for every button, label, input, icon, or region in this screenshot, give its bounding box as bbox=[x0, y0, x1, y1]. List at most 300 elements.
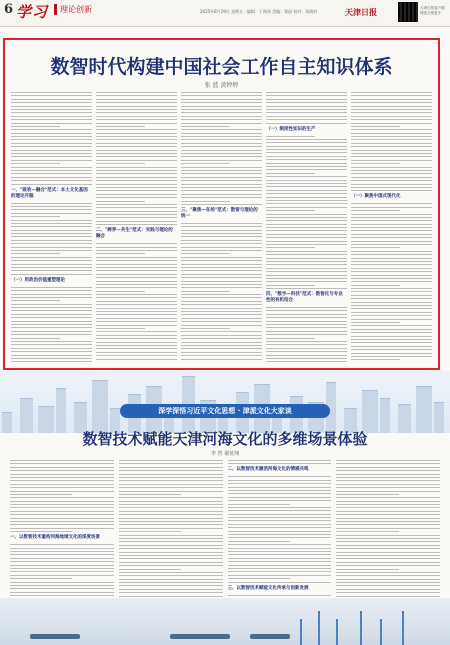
text-line bbox=[266, 112, 347, 113]
text-line bbox=[351, 258, 432, 259]
text-line bbox=[181, 139, 262, 140]
article-column bbox=[351, 92, 432, 362]
text-line bbox=[351, 123, 432, 124]
text-line bbox=[266, 190, 347, 191]
text-line bbox=[10, 561, 114, 562]
text-line bbox=[266, 348, 347, 349]
text-line bbox=[336, 514, 440, 515]
text-line bbox=[181, 194, 262, 195]
text-line bbox=[11, 327, 92, 328]
text-line bbox=[119, 579, 223, 580]
text-line bbox=[10, 501, 114, 502]
text-line bbox=[11, 143, 92, 144]
text-line bbox=[336, 521, 440, 522]
text-line bbox=[10, 582, 114, 583]
text-line bbox=[266, 285, 315, 286]
text-line bbox=[96, 221, 177, 222]
text-line bbox=[96, 247, 177, 248]
text-line bbox=[10, 578, 72, 579]
text-line bbox=[351, 291, 432, 292]
article-column bbox=[228, 460, 332, 600]
article-subhead: 二、"跨界—共生"范式：实践与理论的融合 bbox=[96, 228, 173, 240]
text-line bbox=[11, 348, 92, 349]
text-line bbox=[181, 204, 262, 205]
ship-shape bbox=[30, 634, 80, 639]
text-line bbox=[336, 504, 440, 505]
text-line bbox=[10, 595, 114, 596]
text-line bbox=[351, 217, 432, 218]
text-line bbox=[119, 494, 181, 495]
text-line bbox=[96, 106, 177, 107]
text-line bbox=[96, 126, 145, 127]
text-line bbox=[11, 173, 92, 174]
text-line bbox=[266, 203, 347, 204]
text-line bbox=[119, 585, 223, 586]
text-line bbox=[181, 308, 262, 309]
text-line bbox=[119, 491, 223, 492]
text-line bbox=[336, 480, 440, 481]
text-line bbox=[228, 463, 332, 464]
text-line bbox=[119, 572, 223, 573]
text-line bbox=[11, 116, 92, 117]
article-title-2: 数智技术赋能天津河海文化的多维场景体验 bbox=[82, 430, 368, 448]
text-line bbox=[11, 226, 92, 227]
text-line bbox=[266, 173, 315, 174]
text-line bbox=[119, 480, 223, 481]
text-line bbox=[351, 220, 432, 221]
text-line bbox=[351, 109, 432, 110]
text-line bbox=[266, 156, 347, 157]
text-line bbox=[10, 565, 114, 566]
text-line bbox=[96, 328, 145, 329]
text-line bbox=[96, 321, 177, 322]
text-line bbox=[11, 236, 92, 237]
article-subhead: 三、"聚焦—在场"范式：数智与理论的统一 bbox=[181, 207, 258, 219]
text-line bbox=[266, 159, 347, 160]
text-line bbox=[228, 554, 332, 555]
text-line bbox=[119, 538, 223, 539]
text-line bbox=[96, 335, 177, 336]
text-line bbox=[266, 281, 347, 282]
text-line bbox=[119, 555, 223, 556]
text-line bbox=[336, 511, 440, 512]
text-line bbox=[10, 487, 114, 488]
text-line bbox=[96, 297, 177, 298]
text-line bbox=[11, 203, 92, 204]
text-line bbox=[266, 237, 347, 238]
text-line bbox=[181, 352, 262, 353]
section-label: 理论创新 bbox=[54, 4, 92, 15]
text-line bbox=[181, 281, 262, 282]
text-line bbox=[96, 318, 177, 319]
article-2-columns bbox=[10, 460, 440, 600]
text-line bbox=[11, 106, 92, 107]
text-line bbox=[351, 325, 432, 326]
text-line bbox=[96, 194, 177, 195]
text-line bbox=[351, 356, 432, 357]
text-line bbox=[11, 156, 92, 157]
text-line bbox=[336, 541, 440, 542]
text-line bbox=[11, 270, 92, 271]
text-line bbox=[266, 176, 347, 177]
text-line bbox=[228, 531, 332, 532]
text-line bbox=[181, 294, 262, 295]
text-line bbox=[96, 281, 177, 282]
text-line bbox=[119, 558, 223, 559]
text-line bbox=[10, 521, 114, 522]
text-line bbox=[96, 355, 177, 356]
building-shape bbox=[416, 386, 432, 433]
text-line bbox=[11, 209, 92, 210]
text-line bbox=[336, 596, 440, 597]
text-line bbox=[96, 170, 177, 171]
text-line bbox=[336, 487, 440, 488]
text-line bbox=[11, 136, 92, 137]
text-line bbox=[181, 112, 262, 113]
text-line bbox=[11, 307, 92, 308]
text-line bbox=[266, 271, 347, 272]
text-line bbox=[96, 143, 177, 144]
text-line bbox=[96, 257, 177, 258]
text-line bbox=[119, 477, 223, 478]
text-line bbox=[266, 166, 347, 167]
text-line bbox=[119, 460, 223, 461]
text-line bbox=[228, 541, 290, 542]
text-line bbox=[96, 287, 177, 288]
text-line bbox=[351, 261, 432, 262]
article-column bbox=[336, 460, 440, 600]
text-line bbox=[96, 102, 177, 103]
text-line bbox=[11, 109, 92, 110]
text-line bbox=[266, 116, 347, 117]
text-line bbox=[351, 271, 432, 272]
text-line bbox=[11, 321, 92, 322]
text-line bbox=[10, 480, 114, 481]
text-line bbox=[10, 588, 114, 589]
text-line bbox=[96, 109, 177, 110]
text-line bbox=[10, 491, 114, 492]
text-line bbox=[96, 331, 177, 332]
text-line bbox=[336, 518, 440, 519]
text-line bbox=[228, 561, 332, 562]
text-line bbox=[181, 301, 262, 302]
text-line bbox=[119, 501, 223, 502]
text-line bbox=[181, 133, 262, 134]
text-line bbox=[11, 361, 92, 362]
text-line bbox=[119, 507, 223, 508]
text-line bbox=[96, 204, 177, 205]
text-line bbox=[336, 592, 440, 593]
text-line bbox=[10, 551, 114, 552]
text-line bbox=[181, 163, 230, 164]
text-line bbox=[119, 548, 223, 549]
text-line bbox=[336, 477, 440, 478]
text-line bbox=[266, 341, 347, 342]
text-line bbox=[351, 237, 432, 238]
text-line bbox=[266, 361, 347, 362]
text-line bbox=[11, 338, 60, 339]
text-line bbox=[181, 116, 262, 117]
text-line bbox=[351, 322, 400, 323]
text-line bbox=[351, 156, 432, 157]
article-highlight-box[interactable] bbox=[3, 38, 440, 370]
text-line bbox=[336, 501, 440, 502]
text-line bbox=[351, 129, 432, 130]
text-line bbox=[96, 116, 177, 117]
text-line bbox=[96, 301, 177, 302]
text-line bbox=[181, 250, 262, 251]
text-line bbox=[351, 359, 400, 360]
article-column bbox=[96, 92, 177, 362]
text-line bbox=[96, 173, 177, 174]
text-line bbox=[10, 497, 114, 498]
text-line bbox=[351, 230, 432, 231]
text-line bbox=[96, 133, 177, 134]
text-line bbox=[351, 177, 432, 178]
text-line bbox=[11, 160, 92, 161]
text-line bbox=[351, 163, 400, 164]
text-line bbox=[119, 504, 223, 505]
text-line bbox=[181, 126, 230, 127]
text-line bbox=[181, 318, 262, 319]
text-line bbox=[351, 278, 432, 279]
text-line bbox=[266, 99, 347, 100]
text-line bbox=[181, 123, 262, 124]
text-line bbox=[351, 268, 432, 269]
text-line bbox=[266, 106, 347, 107]
text-line bbox=[96, 342, 177, 343]
text-line bbox=[266, 275, 347, 276]
text-line bbox=[11, 260, 92, 261]
text-line bbox=[96, 197, 177, 198]
text-line bbox=[11, 177, 92, 178]
text-line bbox=[96, 139, 177, 140]
text-line bbox=[10, 494, 72, 495]
article-subhead: 三、以数智技术赋能文化传承与创新发展 bbox=[227, 585, 309, 591]
text-line bbox=[266, 307, 347, 308]
crane-shape bbox=[402, 611, 404, 645]
text-line bbox=[11, 358, 92, 359]
text-line bbox=[336, 535, 440, 536]
text-line bbox=[336, 507, 440, 508]
text-line bbox=[11, 243, 92, 244]
text-line bbox=[351, 353, 432, 354]
text-line bbox=[181, 102, 262, 103]
text-line bbox=[228, 578, 290, 579]
text-line bbox=[228, 571, 332, 572]
text-line bbox=[11, 139, 92, 140]
text-line bbox=[181, 201, 230, 202]
qr-code-icon[interactable] bbox=[398, 2, 418, 22]
text-line bbox=[266, 317, 347, 318]
text-line bbox=[119, 582, 223, 583]
text-line bbox=[266, 220, 347, 221]
text-line bbox=[96, 184, 177, 185]
text-line bbox=[96, 359, 177, 360]
text-line bbox=[181, 184, 262, 185]
article-subhead: （一）用政治价值重塑理论 bbox=[11, 277, 65, 283]
text-line bbox=[181, 109, 262, 110]
text-line bbox=[228, 500, 332, 501]
crane-shape bbox=[300, 619, 302, 645]
article-subhead: （一）聚焦中国式现代化 bbox=[351, 194, 401, 200]
text-line bbox=[181, 264, 262, 265]
text-line bbox=[351, 160, 432, 161]
text-line bbox=[96, 160, 177, 161]
text-line bbox=[351, 224, 432, 225]
article-columns bbox=[11, 92, 432, 362]
text-line bbox=[96, 156, 177, 157]
text-line bbox=[266, 207, 347, 208]
text-line bbox=[351, 308, 432, 309]
text-line bbox=[96, 294, 177, 295]
text-line bbox=[11, 95, 92, 96]
text-line bbox=[266, 324, 347, 325]
text-line bbox=[266, 169, 347, 170]
text-line bbox=[181, 345, 262, 346]
text-line bbox=[228, 493, 332, 494]
text-line bbox=[96, 112, 177, 113]
text-line bbox=[181, 257, 262, 258]
text-line bbox=[181, 240, 262, 241]
text-line bbox=[10, 528, 114, 529]
text-line bbox=[336, 558, 440, 559]
harbor-illustration bbox=[0, 598, 450, 645]
text-line bbox=[119, 511, 223, 512]
text-line bbox=[336, 552, 440, 553]
text-line bbox=[11, 223, 92, 224]
text-line bbox=[336, 562, 440, 563]
text-line bbox=[266, 344, 347, 345]
text-line bbox=[351, 227, 432, 228]
text-line bbox=[266, 186, 347, 187]
text-line bbox=[181, 311, 262, 312]
text-line bbox=[10, 474, 114, 475]
text-line bbox=[96, 92, 177, 93]
text-line bbox=[181, 197, 262, 198]
text-line bbox=[266, 334, 347, 335]
text-line bbox=[228, 527, 332, 528]
text-line bbox=[336, 582, 440, 583]
crane-shape bbox=[336, 619, 338, 645]
text-line bbox=[96, 201, 145, 202]
text-line bbox=[96, 163, 145, 164]
text-line bbox=[96, 284, 177, 285]
text-line bbox=[266, 136, 315, 137]
text-line bbox=[266, 314, 347, 315]
text-line bbox=[11, 220, 92, 221]
text-line bbox=[266, 217, 347, 218]
text-line bbox=[181, 173, 262, 174]
text-line bbox=[11, 290, 92, 291]
text-line bbox=[351, 102, 432, 103]
text-line bbox=[96, 253, 145, 254]
text-line bbox=[96, 214, 177, 215]
text-line bbox=[228, 568, 332, 569]
text-line bbox=[181, 136, 262, 137]
text-line bbox=[96, 274, 177, 275]
text-line bbox=[11, 355, 92, 356]
text-line bbox=[11, 153, 92, 154]
text-line bbox=[96, 177, 177, 178]
text-line bbox=[181, 146, 262, 147]
text-line bbox=[10, 504, 114, 505]
text-line bbox=[351, 190, 432, 191]
text-line bbox=[181, 247, 262, 248]
text-line bbox=[351, 329, 432, 330]
text-line bbox=[10, 511, 114, 512]
text-line bbox=[96, 99, 177, 100]
text-line bbox=[266, 321, 347, 322]
article-subhead: 四、"数字—科技"范式：数智化与专业性的有机结合 bbox=[266, 292, 343, 304]
text-line bbox=[351, 241, 432, 242]
text-line bbox=[10, 558, 114, 559]
text-line bbox=[11, 213, 92, 214]
text-line bbox=[228, 520, 332, 521]
text-line bbox=[11, 287, 92, 288]
text-line bbox=[181, 143, 262, 144]
text-line bbox=[96, 129, 177, 130]
text-line bbox=[11, 247, 92, 248]
text-line bbox=[11, 294, 92, 295]
text-line bbox=[228, 595, 332, 596]
text-line bbox=[266, 197, 347, 198]
text-line bbox=[11, 331, 92, 332]
text-line bbox=[351, 143, 432, 144]
text-line bbox=[266, 355, 347, 356]
text-line bbox=[266, 331, 347, 332]
text-line bbox=[181, 359, 262, 360]
text-line bbox=[96, 146, 177, 147]
text-line bbox=[96, 180, 177, 181]
text-line bbox=[351, 312, 432, 313]
text-line bbox=[351, 346, 432, 347]
text-line bbox=[181, 223, 262, 224]
text-line bbox=[228, 490, 332, 491]
text-line bbox=[351, 214, 432, 215]
text-line bbox=[336, 555, 440, 556]
text-line bbox=[228, 487, 332, 488]
text-line bbox=[336, 548, 440, 549]
text-line bbox=[181, 226, 262, 227]
text-line bbox=[119, 521, 223, 522]
text-line bbox=[10, 514, 114, 515]
text-line bbox=[351, 234, 432, 235]
column-banner: 深学深悟习近平文化思想 · 津派文化大家谈 bbox=[120, 404, 330, 418]
text-line bbox=[96, 167, 177, 168]
crane-shape bbox=[380, 619, 382, 645]
text-line bbox=[96, 345, 177, 346]
text-line bbox=[10, 463, 114, 464]
text-line bbox=[11, 297, 92, 298]
text-line bbox=[119, 474, 223, 475]
text-line bbox=[351, 319, 432, 320]
text-line bbox=[266, 261, 347, 262]
text-line bbox=[228, 558, 332, 559]
text-line bbox=[336, 538, 440, 539]
text-line bbox=[351, 139, 432, 140]
building-shape bbox=[56, 388, 66, 433]
text-line bbox=[11, 253, 60, 254]
text-line bbox=[11, 170, 92, 171]
text-line bbox=[11, 250, 92, 251]
text-line bbox=[336, 470, 440, 471]
article-subhead: （一）制度性知识的生产 bbox=[266, 126, 316, 132]
text-line bbox=[336, 545, 440, 546]
text-line bbox=[11, 240, 92, 241]
text-line bbox=[266, 214, 347, 215]
text-line bbox=[266, 142, 347, 143]
